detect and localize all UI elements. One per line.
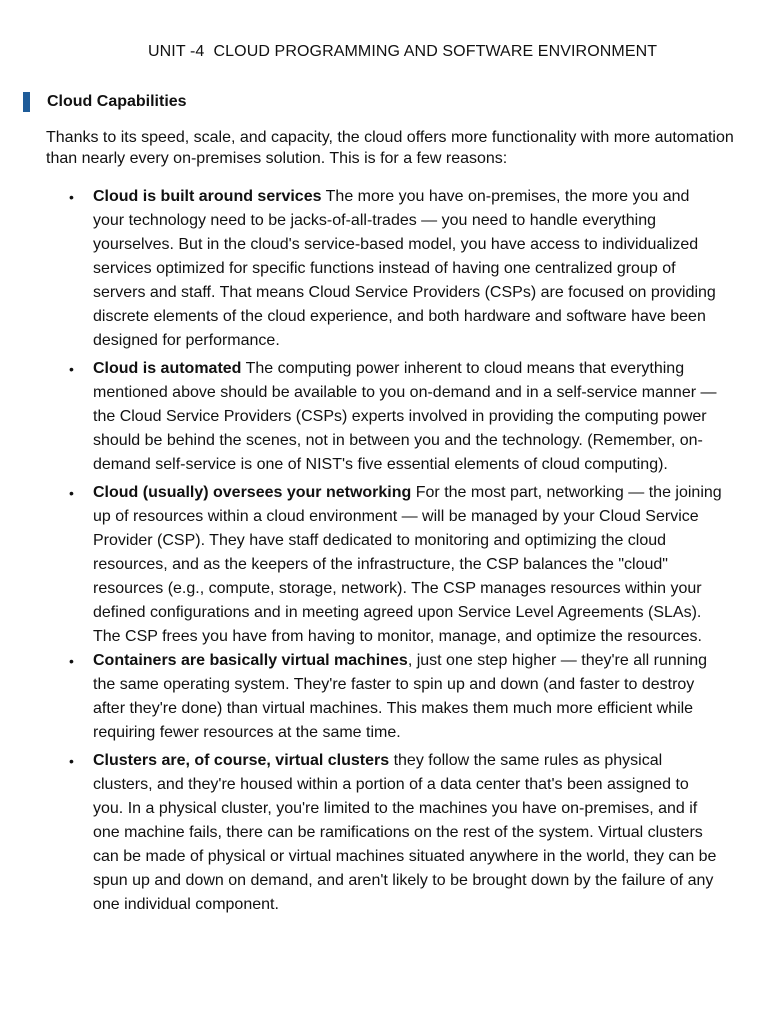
capabilities-list <box>0 185 768 921</box>
bullet-term: Cloud is built around services <box>93 188 322 205</box>
bullet-text: they follow the same rules as physical clusters, and they're housed within a portion of a data center that's been assigned to you. In a physical cluster, you're limited to the machines you have on-premises, and if one machine fails, there can be ramifications on the rest of the system. Virtual clusters can be made of physical or virtual machines situated anywhere in the world, they can be spun up and down on demand, and aren't likely to be brought down by the failure of any one individual component. <box>93 752 717 913</box>
bullet-icon: • <box>69 753 74 769</box>
section-marker <box>23 92 30 112</box>
bullet-text: The more you have on-premises, the more you and your technology need to be jacks-of-all-trades — you need to handle everything yourselves. But in the cloud's service-based model, you have access to individualized services optimized for specific functions instead of having one centralized group of servers and staff. That means Cloud Service Providers (CSPs) are focused on providing discrete elements of the cloud experience, and both hardware and software have been designed for performance. <box>93 188 716 349</box>
bullet-term: Cloud (usually) oversees your networking <box>93 484 412 501</box>
list-item <box>0 481 768 649</box>
list-item <box>0 749 768 917</box>
bullet-icon: • <box>69 485 74 501</box>
bullet-term: Clusters are, of course, virtual clusters <box>93 752 390 769</box>
bullet-icon: • <box>69 361 74 377</box>
bullet-icon: • <box>69 653 74 669</box>
section-title: Cloud Capabilities <box>47 93 187 110</box>
bullet-icon: • <box>69 189 74 205</box>
list-item <box>0 185 768 353</box>
bullet-term: Containers are basically virtual machines <box>93 652 408 669</box>
intro-paragraph: Thanks to its speed, scale, and capacity, the cloud offers more functionality with more automation than nearly every on-premises solution. This is for a few reasons: <box>46 129 734 167</box>
bullet-term: Cloud is automated <box>93 360 242 377</box>
list-item <box>0 649 768 745</box>
bullet-text: , just one step higher — they're all running the same operating system. They're faster to spin up and down (and faster to destroy after they're done) than virtual machines. This makes them much more efficient while requiring fewer resources at the same time. <box>93 652 708 741</box>
bullet-text: The computing power inherent to cloud means that everything mentioned above should be available to you on-demand and in a self-service manner — the Cloud Service Providers (CSPs) experts involved in providing the computing power should be behind the scenes, not in between you and the technology. (Remember, on-demand self-service is one of NIST's five essential elements of cloud computing). <box>93 360 717 473</box>
list-item <box>0 357 768 477</box>
page-header: UNIT -4 CLOUD PROGRAMMING AND SOFTWARE ENVIRONMENT <box>148 43 658 60</box>
bullet-text: For the most part, networking — the joining up of resources within a cloud environment — will be managed by your Cloud Service Provider (CSP). They have staff dedicated to monitoring and optimizing the cloud resources, and as the keepers of the infrastructure, the CSP balances the "cloud" resources (e.g., compute, storage, network). The CSP manages resources within your defined configurations and in meeting agreed upon Service Level Agreements (SLAs). The CSP frees you have from having to monitor, manage, and optimize the resources. <box>93 484 722 645</box>
